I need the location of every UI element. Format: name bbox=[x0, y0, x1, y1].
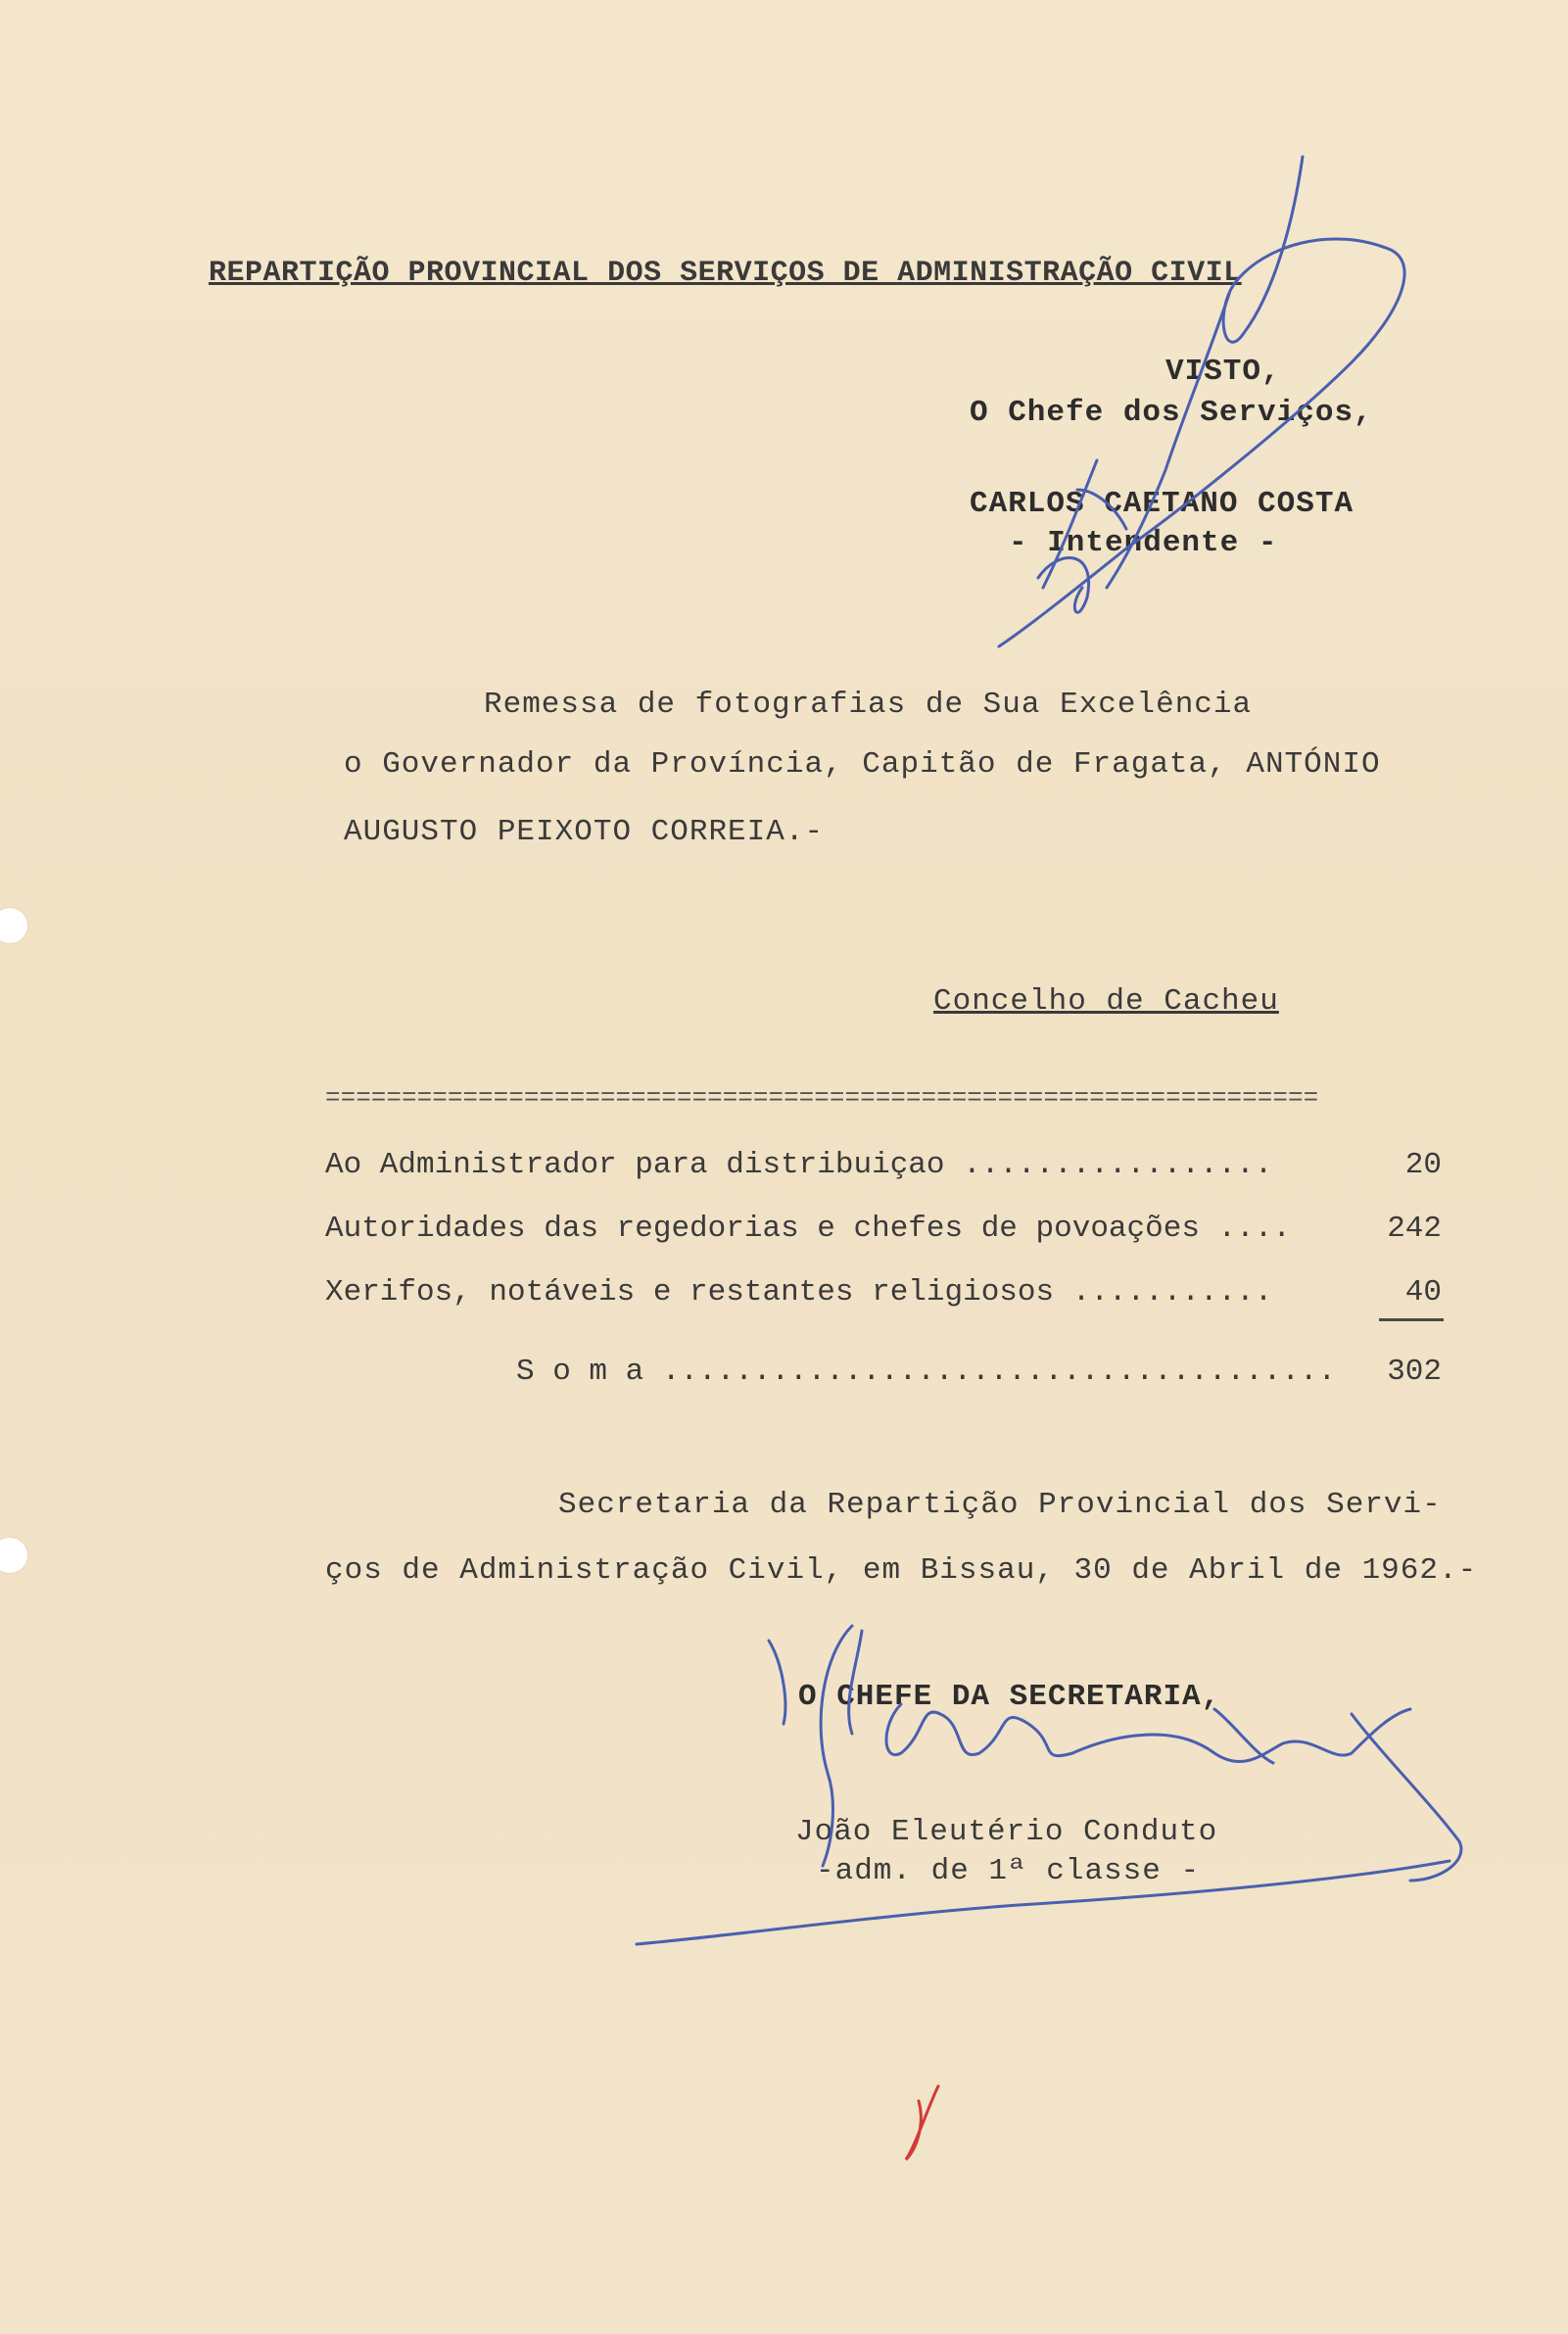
row-label: Xerifos, notáveis e restantes religiosos ........... bbox=[325, 1275, 1273, 1310]
row-value: 40 bbox=[1404, 1275, 1442, 1310]
subject-line-3: AUGUSTO PEIXOTO CORREIA.- bbox=[344, 815, 825, 849]
distribution-row bbox=[325, 1212, 1442, 1251]
header-title: REPARTIÇÃO PROVINCIAL DOS SERVIÇOS DE ADMINISTRAÇÃO CIVIL bbox=[209, 257, 1242, 290]
signatory-name: João Eleutério Conduto bbox=[795, 1815, 1218, 1849]
total-row bbox=[325, 1355, 1442, 1394]
approver-role: O Chefe dos Serviços, bbox=[970, 396, 1373, 430]
signatory-rank: -adm. de 1ª classe - bbox=[816, 1854, 1201, 1888]
closing-line-2: ços de Administração Civil, em Bissau, 30 de Abril de 1962.- bbox=[325, 1553, 1478, 1588]
punch-hole bbox=[0, 908, 27, 943]
sum-underline bbox=[1379, 1318, 1444, 1321]
separator-line: ================================================================= bbox=[325, 1083, 1319, 1113]
approver-name: CARLOS CAETANO COSTA bbox=[970, 487, 1354, 521]
row-label: Ao Administrador para distribuiçao ................. bbox=[325, 1148, 1273, 1182]
total-label: S o m a ..................................... bbox=[516, 1355, 1337, 1389]
secretary-signature bbox=[637, 1626, 1461, 1944]
punch-hole bbox=[0, 1538, 27, 1573]
row-value: 242 bbox=[1387, 1212, 1442, 1246]
approver-title: - Intendente - bbox=[1009, 526, 1278, 560]
subject-line-2: o Governador da Província, Capitão de Fragata, ANTÓNIO bbox=[344, 747, 1381, 782]
row-value: 20 bbox=[1404, 1148, 1442, 1182]
closing-line-1: Secretaria da Repartição Provincial dos Servi- bbox=[558, 1488, 1442, 1522]
distribution-row bbox=[325, 1148, 1442, 1187]
district-heading: Concelho de Cacheu bbox=[933, 984, 1279, 1019]
visto-label: VISTO, bbox=[1165, 355, 1281, 389]
row-label: Autoridades das regedorias e chefes de povoações .... bbox=[325, 1212, 1291, 1246]
total-value: 302 bbox=[1387, 1355, 1442, 1389]
check-mark bbox=[906, 2086, 938, 2160]
distribution-row bbox=[325, 1275, 1442, 1314]
signatory-role: O CHEFE DA SECRETARIA, bbox=[798, 1680, 1221, 1714]
subject-line-1: Remessa de fotografias de Sua Excelência bbox=[484, 688, 1253, 722]
